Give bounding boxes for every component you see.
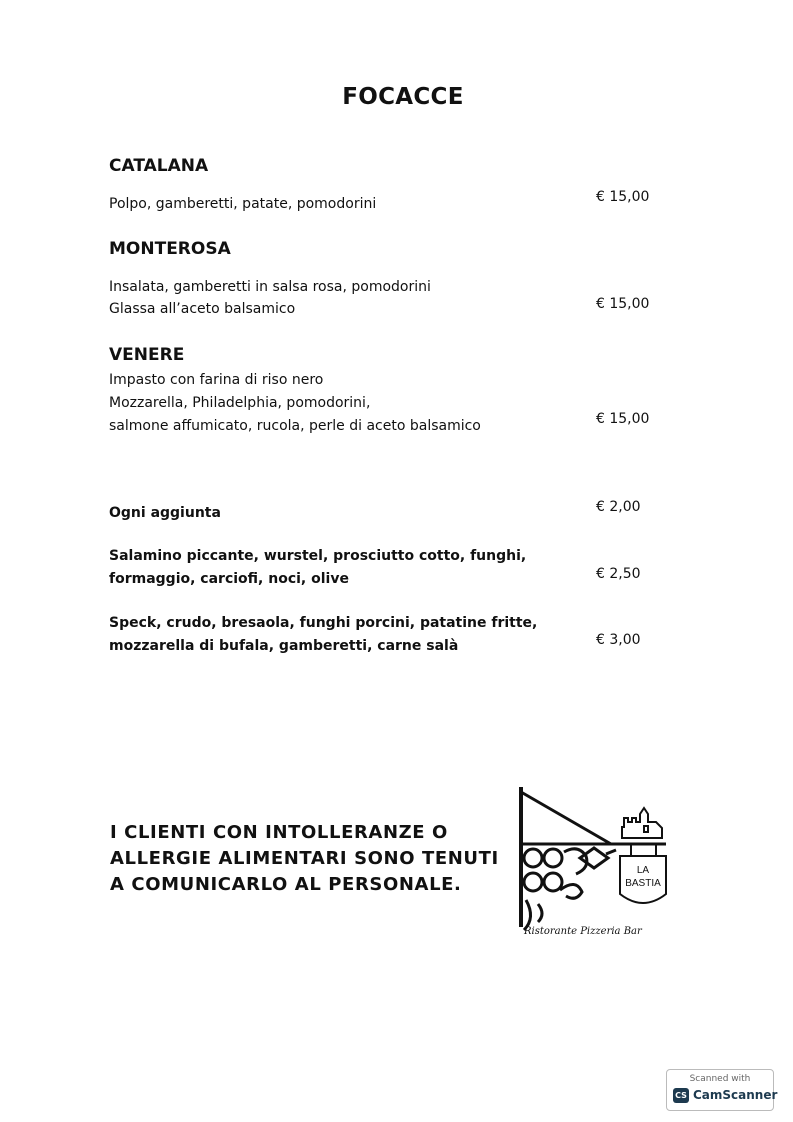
item-description-line: Mozzarella, Philadelphia, pomodorini, <box>109 395 371 411</box>
camscanner-icon: CS <box>673 1088 689 1103</box>
logo-sign-text: LA <box>636 865 650 876</box>
page-title: FOCACCE <box>342 84 464 110</box>
badge-top-text: Scanned with <box>689 1074 751 1084</box>
allergy-notice <box>110 820 499 898</box>
extra-label: Salamino piccante, wurstel, prosciutto cotto, funghi, <box>109 548 527 564</box>
extra-price: € 2,50 <box>596 566 641 582</box>
extra-price: € 2,00 <box>596 499 641 515</box>
item-price: € 15,00 <box>596 189 650 205</box>
camscanner-badge <box>666 1069 778 1111</box>
notice-line: I CLIENTI CON INTOLLERANZE O <box>110 822 448 843</box>
item-name-monterosa: MONTEROSA <box>109 239 231 259</box>
extra-price: € 3,00 <box>596 632 641 648</box>
extra-label: Speck, crudo, bresaola, funghi porcini, patatine fritte, <box>109 615 538 631</box>
item-description-line: salmone affumicato, rucola, perle di aceto balsamico <box>109 418 481 434</box>
item-price: € 15,00 <box>596 411 650 427</box>
restaurant-logo <box>516 782 686 942</box>
item-description-line: Insalata, gamberetti in salsa rosa, pomodorini <box>109 279 431 295</box>
item-description-line: Impasto con farina di riso nero <box>109 372 324 388</box>
extra-label: Ogni aggiunta <box>109 505 221 521</box>
item-name-catalana: CATALANA <box>109 156 209 176</box>
extra-label: formaggio, carciofi, noci, olive <box>109 571 349 587</box>
logo-sign-text: BASTIA <box>625 878 661 889</box>
item-description-line: Polpo, gamberetti, patate, pomodorini <box>109 196 377 212</box>
item-price: € 15,00 <box>596 296 650 312</box>
extra-label: mozzarella di bufala, gamberetti, carne salà <box>109 638 459 654</box>
notice-line: A COMUNICARLO AL PERSONALE. <box>110 874 462 895</box>
item-name-venere: VENERE <box>109 345 185 365</box>
notice-line: ALLERGIE ALIMENTARI SONO TENUTI <box>110 848 499 869</box>
item-description-line: Glassa all’aceto balsamico <box>109 301 296 317</box>
badge-name-text: CamScanner <box>693 1088 778 1102</box>
logo-script-text: Ristorante Pizzeria Bar <box>524 926 642 937</box>
